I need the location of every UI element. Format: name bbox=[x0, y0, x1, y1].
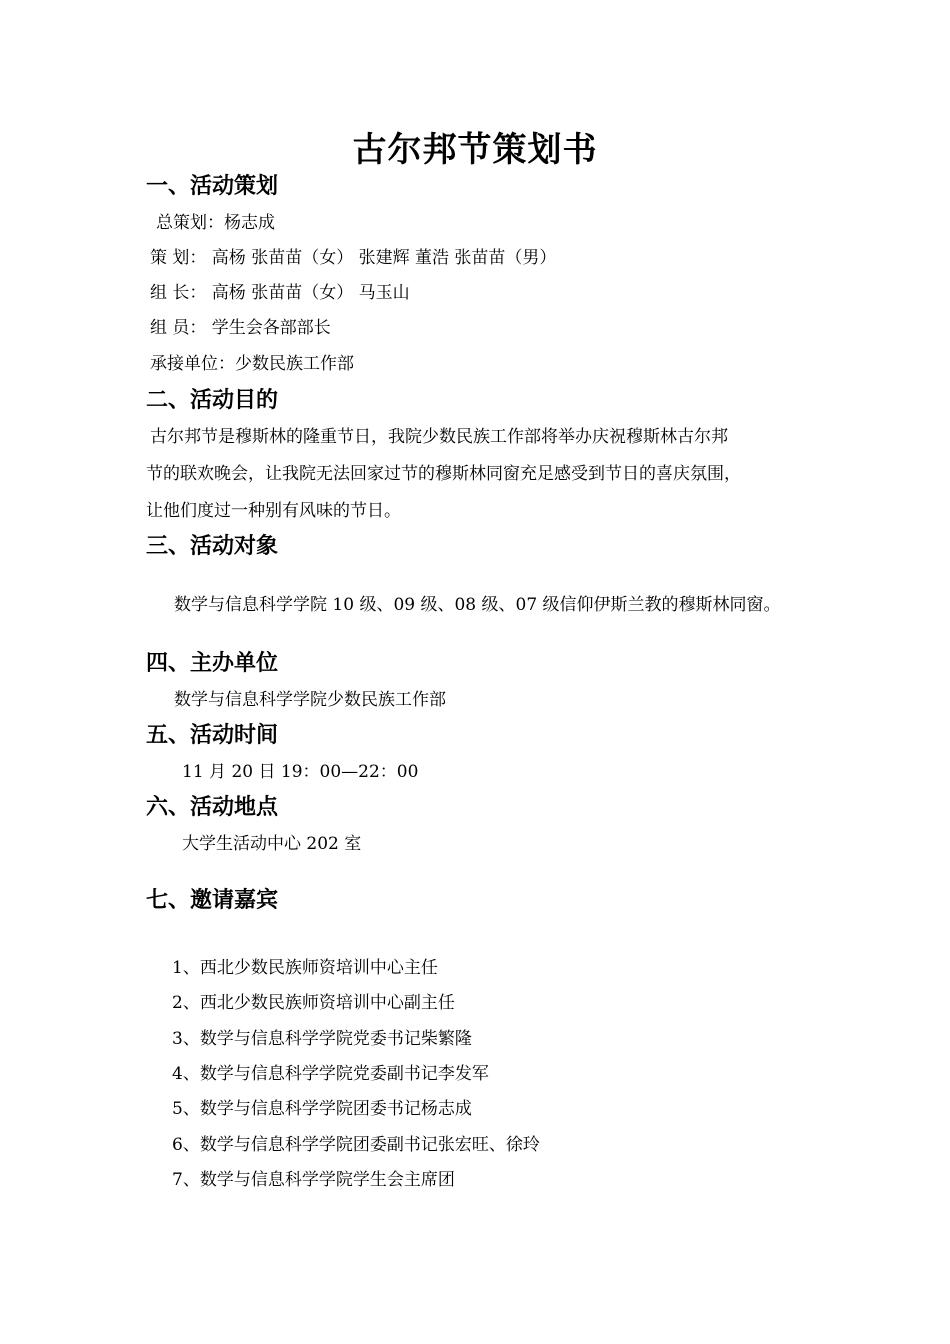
chief-planner-line: 总策划：杨志成 bbox=[156, 213, 275, 233]
venue-text: 大学生活动中心 202 室 bbox=[182, 834, 362, 854]
section-heading-venue: 六、活动地点 bbox=[146, 795, 279, 820]
team-leaders-line: 组 长： 高杨 张苗苗（女） 马玉山 bbox=[150, 283, 410, 303]
organizer-unit-line: 承接单位：少数民族工作部 bbox=[150, 354, 354, 374]
guest-item: 7、数学与信息科学学院学生会主席团 bbox=[172, 1170, 455, 1190]
guest-item: 4、数学与信息科学学院党委副书记李发军 bbox=[172, 1064, 489, 1084]
purpose-paragraph-line-3: 让他们度过一种别有风味的节日。 bbox=[146, 501, 401, 521]
audience-text: 数学与信息科学学院 10 级、09 级、08 级、07 级信仰伊斯兰教的穆斯林同窗。 bbox=[174, 595, 781, 615]
time-text: 11 月 20 日 19：00—22：00 bbox=[182, 762, 419, 782]
team-members-line: 组 员： 学生会各部部长 bbox=[150, 318, 331, 338]
host-text: 数学与信息科学学院少数民族工作部 bbox=[174, 690, 446, 710]
purpose-paragraph-line-1: 古尔邦节是穆斯林的隆重节日，我院少数民族工作部将举办庆祝穆斯林古尔邦 bbox=[150, 427, 728, 447]
section-heading-time: 五、活动时间 bbox=[146, 723, 279, 748]
guest-item: 6、数学与信息科学学院团委副书记张宏旺、徐玲 bbox=[172, 1135, 540, 1155]
section-heading-guests: 七、邀请嘉宾 bbox=[146, 888, 279, 913]
section-heading-audience: 三、活动对象 bbox=[146, 534, 279, 559]
guest-item: 1、西北少数民族师资培训中心主任 bbox=[172, 958, 438, 978]
guest-item: 5、数学与信息科学学院团委书记杨志成 bbox=[172, 1099, 472, 1119]
purpose-paragraph-line-2: 节的联欢晚会，让我院无法回家过节的穆斯林同窗充足感受到节日的喜庆氛围， bbox=[146, 464, 741, 484]
section-heading-purpose: 二、活动目的 bbox=[146, 388, 279, 413]
document-title: 古尔邦节策划书 bbox=[352, 130, 598, 170]
guest-item: 3、数学与信息科学学院党委书记柴繁隆 bbox=[172, 1029, 472, 1049]
section-heading-planning: 一、活动策划 bbox=[146, 174, 279, 199]
planners-line: 策 划： 高杨 张苗苗（女） 张建辉 董浩 张苗苗（男） bbox=[150, 248, 557, 268]
guest-item: 2、西北少数民族师资培训中心副主任 bbox=[172, 993, 455, 1013]
section-heading-host: 四、主办单位 bbox=[146, 651, 279, 676]
